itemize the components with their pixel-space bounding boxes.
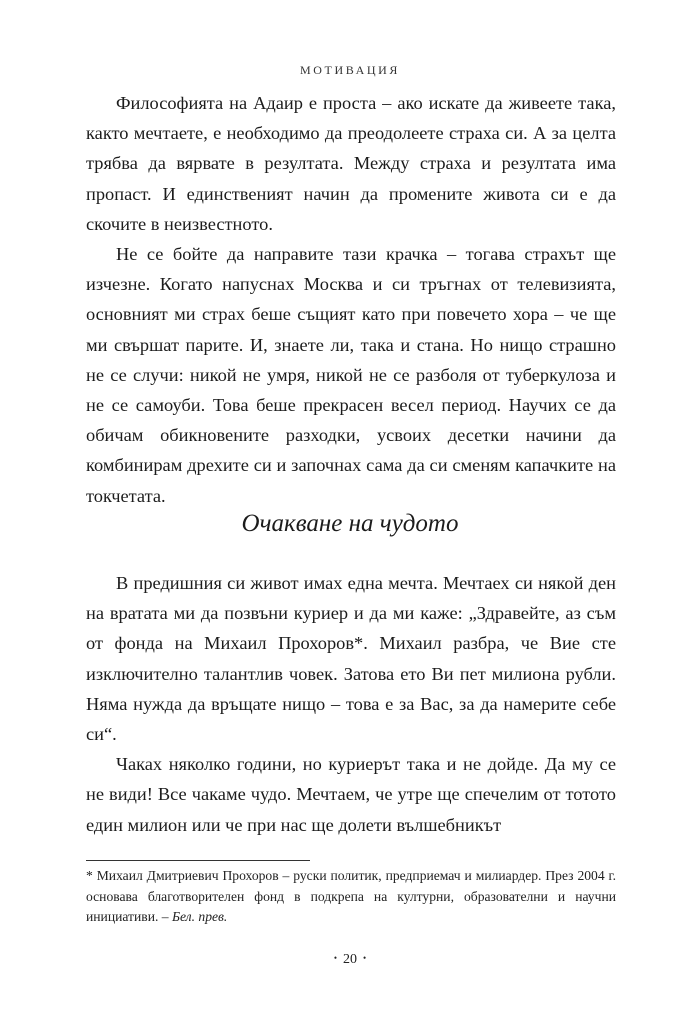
paragraph: Не се бойте да направите тази крачка – тогава страхът ще изчезне. Когато напуснах Москва и си тръгнах от телевизията, основният ми страх беше същият като при повечето хора – че ще ми свършат парите. И, знаете ли, така и стана. Но нищо страшно не се случи: никой не умря, никой не се разболя от туберкулоза и не се самоуби. Това беше прекрасен весел период. Научих се да обичам обикновените разходки, усвоих десетки начини да комбинирам дрехите си и започнах сама да си сменям капачките на токчетата. xyxy=(86,244,616,506)
ornament-right: • xyxy=(363,953,367,963)
footnote-rule xyxy=(86,860,310,861)
section-heading: Очакване на чудото xyxy=(241,510,459,537)
text-block-top xyxy=(86,88,616,511)
paragraph: Философията на Адаир е проста – ако искате да живеете така, както мечтаете, е необходимо да преодолеете страха си. А за целта трябва да вярвате в резултата. Между страха и резултата има пропаст. И единственият начин да промените живота си е да скочите в неизвестното. xyxy=(86,93,616,234)
paragraph: Чаках няколко години, но куриерът така и не дойде. Да му се не види! Все чакаме чудо. Мечтаем, че утре ще спечелим от тотото един милион или че при нас ще долети вълшебникът xyxy=(86,754,616,835)
page-folio xyxy=(0,952,700,968)
ornament-left: • xyxy=(333,953,337,963)
page-number: 20 xyxy=(343,952,357,967)
footnote xyxy=(86,866,616,928)
footnote-text: * Михаил Дмитриевич Прохоров – руски политик, предприемач и милиардер. През 2004 г. основава благотворителен фонд в подкрепа на културни, образователни и научни инициативи. – xyxy=(86,868,616,925)
text-block-bottom xyxy=(86,568,616,840)
paragraph: В предишния си живот имах една мечта. Мечтаех си някой ден на вратата ми да позвъни куриер и да ми каже: „Здравейте, аз съм от фонда на Михаил Прохоров*. Михаил разбра, че Вие сте изключително талантлив човек. Затова ето Ви пет милиона рубли. Няма нужда да връщате нищо – това е за Вас, за да намерите себе си“. xyxy=(86,573,616,745)
footnote-abbreviation: Бел. прев. xyxy=(171,909,228,925)
running-head: МОТИВАЦИЯ xyxy=(300,63,400,77)
